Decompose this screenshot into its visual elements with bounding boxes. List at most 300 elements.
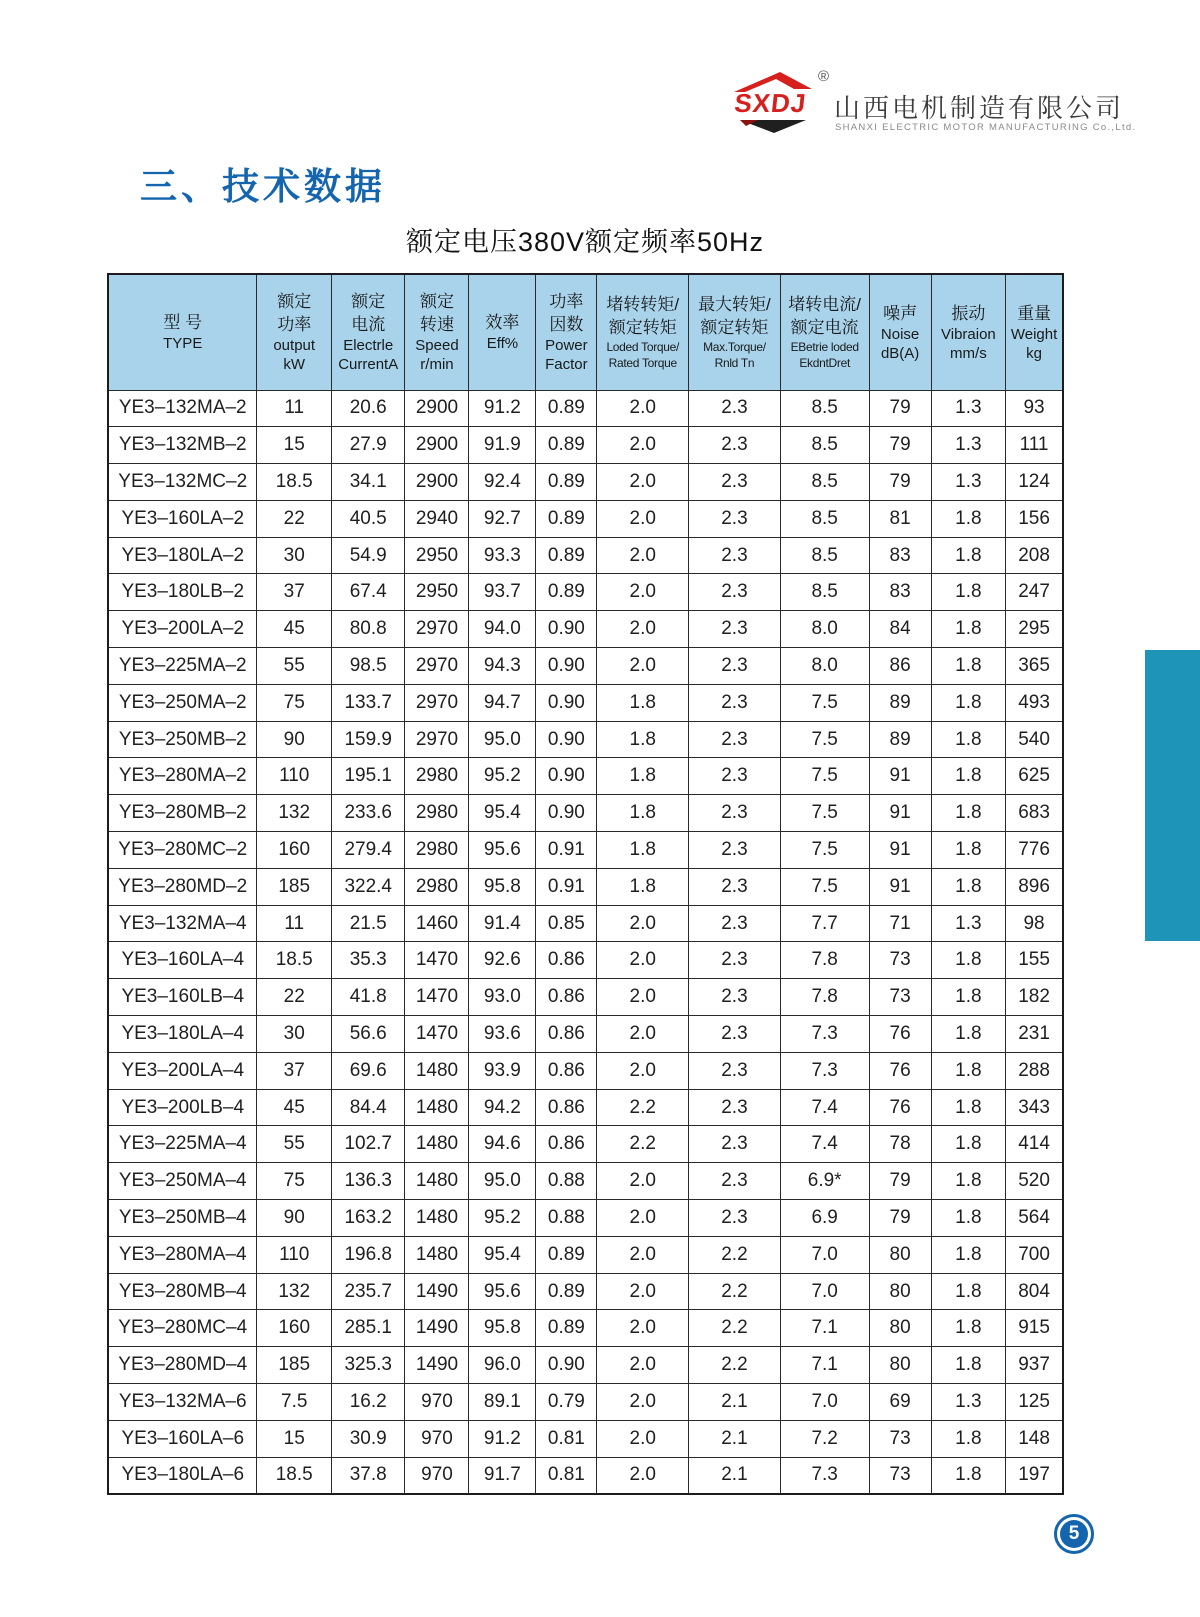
table-cell: 160 xyxy=(257,1310,331,1347)
table-cell: 2900 xyxy=(405,464,469,501)
model-cell: YE3–180LB–2 xyxy=(108,574,257,611)
table-row xyxy=(108,905,1063,942)
table-cell: 1.8 xyxy=(931,1052,1005,1089)
table-cell: 195.1 xyxy=(331,758,405,795)
table-cell: 80 xyxy=(869,1347,931,1384)
table-cell: 564 xyxy=(1006,1200,1063,1237)
table-cell: 91.2 xyxy=(469,1420,536,1457)
table-cell: 2.3 xyxy=(689,537,781,574)
table-cell: 54.9 xyxy=(331,537,405,574)
table-cell: 69.6 xyxy=(331,1052,405,1089)
table-row xyxy=(108,1273,1063,1310)
table-cell: 0.90 xyxy=(536,1347,597,1384)
table-cell: 80 xyxy=(869,1236,931,1273)
table-cell: 1.8 xyxy=(597,721,689,758)
table-cell: 91 xyxy=(869,795,931,832)
table-cell: 41.8 xyxy=(331,979,405,1016)
table-cell: 0.89 xyxy=(536,574,597,611)
table-cell: 56.6 xyxy=(331,1016,405,1053)
table-cell: 2.3 xyxy=(689,832,781,869)
table-cell: 279.4 xyxy=(331,832,405,869)
table-cell: 7.8 xyxy=(780,942,869,979)
table-cell: 2.3 xyxy=(689,1089,781,1126)
table-cell: 20.6 xyxy=(331,390,405,427)
table-cell: 7.5 xyxy=(780,758,869,795)
table-cell: 1.8 xyxy=(931,868,1005,905)
table-cell: 1.8 xyxy=(931,1126,1005,1163)
table-cell: 2.0 xyxy=(597,1347,689,1384)
column-header-1: 额定 功率 output kW xyxy=(257,274,331,390)
registered-trademark-icon: ® xyxy=(818,68,830,85)
table-cell: 0.89 xyxy=(536,500,597,537)
model-cell: YE3–280MC–2 xyxy=(108,832,257,869)
table-cell: 95.8 xyxy=(469,868,536,905)
table-cell: 76 xyxy=(869,1089,931,1126)
table-cell: 15 xyxy=(257,427,331,464)
table-cell: 11 xyxy=(257,905,331,942)
table-cell: 1.8 xyxy=(597,684,689,721)
brand-header xyxy=(730,66,1137,146)
table-cell: 1.8 xyxy=(931,611,1005,648)
table-cell: 2.0 xyxy=(597,1310,689,1347)
table-cell: 91.2 xyxy=(469,390,536,427)
model-cell: YE3–200LA–2 xyxy=(108,611,257,648)
table-cell: 111 xyxy=(1006,427,1063,464)
table-cell: 0.86 xyxy=(536,979,597,1016)
table-title: 额定电压380V额定频率50Hz xyxy=(405,227,765,257)
table-cell: 1.8 xyxy=(931,648,1005,685)
table-cell: 1.8 xyxy=(931,795,1005,832)
table-cell: 2.0 xyxy=(597,942,689,979)
spec-table xyxy=(107,273,1064,1495)
table-body xyxy=(108,390,1063,1494)
table-cell: 110 xyxy=(257,758,331,795)
model-cell: YE3–225MA–2 xyxy=(108,648,257,685)
table-cell: 89.1 xyxy=(469,1384,536,1421)
table-cell: 0.79 xyxy=(536,1384,597,1421)
table-cell: 95.0 xyxy=(469,1163,536,1200)
table-cell: 0.88 xyxy=(536,1200,597,1237)
table-cell: 1.3 xyxy=(931,427,1005,464)
table-cell: 40.5 xyxy=(331,500,405,537)
table-cell: 2.0 xyxy=(597,1420,689,1457)
table-cell: 0.86 xyxy=(536,1052,597,1089)
table-cell: 0.90 xyxy=(536,758,597,795)
table-cell: 2.3 xyxy=(689,427,781,464)
column-header-9: 噪声 Noise dB(A) xyxy=(869,274,931,390)
table-cell: 2.0 xyxy=(597,611,689,648)
table-cell: 80.8 xyxy=(331,611,405,648)
table-cell: 73 xyxy=(869,1420,931,1457)
model-cell: YE3–250MB–4 xyxy=(108,1200,257,1237)
table-cell: 0.81 xyxy=(536,1420,597,1457)
table-cell: 7.4 xyxy=(780,1126,869,1163)
table-cell: 90 xyxy=(257,721,331,758)
model-cell: YE3–132MA–2 xyxy=(108,390,257,427)
table-cell: 8.5 xyxy=(780,464,869,501)
table-cell: 92.6 xyxy=(469,942,536,979)
table-cell: 1.8 xyxy=(931,758,1005,795)
column-header-10: 振动 Vibraion mm/s xyxy=(931,274,1005,390)
table-cell: 98.5 xyxy=(331,648,405,685)
table-cell: 2970 xyxy=(405,721,469,758)
table-cell: 6.9* xyxy=(780,1163,869,1200)
table-cell: 18.5 xyxy=(257,1457,331,1494)
table-cell: 30 xyxy=(257,537,331,574)
table-cell: 2.0 xyxy=(597,979,689,1016)
table-cell: 2.0 xyxy=(597,648,689,685)
table-cell: 93.0 xyxy=(469,979,536,1016)
table-row xyxy=(108,979,1063,1016)
table-cell: 2980 xyxy=(405,868,469,905)
table-cell: 1.8 xyxy=(931,537,1005,574)
table-cell: 7.7 xyxy=(780,905,869,942)
table-cell: 2.3 xyxy=(689,721,781,758)
table-cell: 163.2 xyxy=(331,1200,405,1237)
table-cell: 2.3 xyxy=(689,1016,781,1053)
table-cell: 7.8 xyxy=(780,979,869,1016)
table-cell: 81 xyxy=(869,500,931,537)
table-cell: 2970 xyxy=(405,648,469,685)
table-row xyxy=(108,574,1063,611)
table-cell: 7.5 xyxy=(780,795,869,832)
spec-table-wrap xyxy=(107,273,1064,1495)
table-cell: 6.9 xyxy=(780,1200,869,1237)
table-cell: 185 xyxy=(257,1347,331,1384)
table-row xyxy=(108,500,1063,537)
table-cell: 285.1 xyxy=(331,1310,405,1347)
table-cell: 1.8 xyxy=(931,721,1005,758)
table-cell: 233.6 xyxy=(331,795,405,832)
table-cell: 0.86 xyxy=(536,942,597,979)
table-cell: 11 xyxy=(257,390,331,427)
table-cell: 37 xyxy=(257,574,331,611)
table-cell: 93.3 xyxy=(469,537,536,574)
table-cell: 96.0 xyxy=(469,1347,536,1384)
table-cell: 8.5 xyxy=(780,390,869,427)
table-cell: 7.3 xyxy=(780,1052,869,1089)
table-cell: 0.90 xyxy=(536,721,597,758)
section-title: 三、技术数据 xyxy=(140,166,386,207)
table-cell: 1.8 xyxy=(931,942,1005,979)
table-cell: 93.7 xyxy=(469,574,536,611)
table-cell: 8.0 xyxy=(780,611,869,648)
table-row xyxy=(108,464,1063,501)
model-cell: YE3–280MD–4 xyxy=(108,1347,257,1384)
table-cell: 95.2 xyxy=(469,758,536,795)
table-cell: 75 xyxy=(257,1163,331,1200)
model-cell: YE3–132MA–4 xyxy=(108,905,257,942)
table-cell: 325.3 xyxy=(331,1347,405,1384)
table-cell: 2940 xyxy=(405,500,469,537)
model-cell: YE3–160LB–4 xyxy=(108,979,257,1016)
table-cell: 1470 xyxy=(405,979,469,1016)
table-cell: 1490 xyxy=(405,1347,469,1384)
table-cell: 1.3 xyxy=(931,464,1005,501)
table-cell: 84 xyxy=(869,611,931,648)
table-cell: 71 xyxy=(869,905,931,942)
table-cell: 2.0 xyxy=(597,427,689,464)
model-cell: YE3–250MB–2 xyxy=(108,721,257,758)
table-cell: 683 xyxy=(1006,795,1063,832)
table-cell: 18.5 xyxy=(257,942,331,979)
table-cell: 0.89 xyxy=(536,427,597,464)
table-cell: 2.3 xyxy=(689,390,781,427)
table-row xyxy=(108,942,1063,979)
model-cell: YE3–180LA–4 xyxy=(108,1016,257,1053)
table-cell: 2.0 xyxy=(597,1016,689,1053)
table-cell: 185 xyxy=(257,868,331,905)
table-cell: 95.0 xyxy=(469,721,536,758)
model-cell: YE3–160LA–6 xyxy=(108,1420,257,1457)
table-cell: 1.8 xyxy=(931,1273,1005,1310)
table-cell: 132 xyxy=(257,1273,331,1310)
table-cell: 95.4 xyxy=(469,1236,536,1273)
table-cell: 95.6 xyxy=(469,832,536,869)
page-number: 5 xyxy=(1060,1520,1088,1548)
column-header-7: 最大转矩/ 额定转矩 Max.Torque/ Rnld Tn xyxy=(689,274,781,390)
table-cell: 1.8 xyxy=(931,1089,1005,1126)
table-cell: 94.0 xyxy=(469,611,536,648)
table-cell: 2.2 xyxy=(689,1273,781,1310)
table-row xyxy=(108,868,1063,905)
model-cell: YE3–200LA–4 xyxy=(108,1052,257,1089)
table-row xyxy=(108,1052,1063,1089)
table-cell: 69 xyxy=(869,1384,931,1421)
table-cell: 1.3 xyxy=(931,1384,1005,1421)
table-cell: 0.85 xyxy=(536,905,597,942)
table-cell: 7.5 xyxy=(780,868,869,905)
accent-bar xyxy=(1145,650,1200,941)
company-name-cn: 山西电机制造有限公司 xyxy=(834,93,1125,123)
table-cell: 2.2 xyxy=(597,1126,689,1163)
table-cell: 2900 xyxy=(405,427,469,464)
table-cell: 7.5 xyxy=(780,832,869,869)
table-cell: 896 xyxy=(1006,868,1063,905)
table-cell: 1490 xyxy=(405,1310,469,1347)
table-cell: 79 xyxy=(869,390,931,427)
table-cell: 1.8 xyxy=(931,1200,1005,1237)
table-row xyxy=(108,1384,1063,1421)
table-row xyxy=(108,1457,1063,1494)
table-cell: 156 xyxy=(1006,500,1063,537)
table-cell: 155 xyxy=(1006,942,1063,979)
table-cell: 625 xyxy=(1006,758,1063,795)
table-cell: 493 xyxy=(1006,684,1063,721)
table-cell: 37 xyxy=(257,1052,331,1089)
table-cell: 1.8 xyxy=(931,1016,1005,1053)
table-cell: 80 xyxy=(869,1273,931,1310)
table-cell: 0.89 xyxy=(536,537,597,574)
table-cell: 92.4 xyxy=(469,464,536,501)
table-row xyxy=(108,795,1063,832)
table-cell: 1470 xyxy=(405,942,469,979)
model-cell: YE3–250MA–2 xyxy=(108,684,257,721)
model-cell: YE3–280MC–4 xyxy=(108,1310,257,1347)
table-cell: 34.1 xyxy=(331,464,405,501)
table-cell: 159.9 xyxy=(331,721,405,758)
table-cell: 197 xyxy=(1006,1457,1063,1494)
table-cell: 37.8 xyxy=(331,1457,405,1494)
table-cell: 2.0 xyxy=(597,1273,689,1310)
model-cell: YE3–280MB–4 xyxy=(108,1273,257,1310)
model-cell: YE3–160LA–2 xyxy=(108,500,257,537)
table-cell: 2.3 xyxy=(689,611,781,648)
table-cell: 79 xyxy=(869,464,931,501)
table-cell: 91 xyxy=(869,758,931,795)
table-cell: 2.2 xyxy=(689,1347,781,1384)
table-cell: 95.6 xyxy=(469,1273,536,1310)
table-cell: 2.0 xyxy=(597,500,689,537)
table-cell: 45 xyxy=(257,611,331,648)
table-cell: 94.2 xyxy=(469,1089,536,1126)
table-cell: 1.8 xyxy=(597,795,689,832)
table-cell: 1480 xyxy=(405,1163,469,1200)
table-row xyxy=(108,427,1063,464)
table-cell: 8.5 xyxy=(780,574,869,611)
table-cell: 0.89 xyxy=(536,1273,597,1310)
header-row xyxy=(108,274,1063,390)
table-row xyxy=(108,1200,1063,1237)
table-cell: 182 xyxy=(1006,979,1063,1016)
table-cell: 160 xyxy=(257,832,331,869)
table-cell: 2970 xyxy=(405,684,469,721)
table-cell: 102.7 xyxy=(331,1126,405,1163)
table-cell: 67.4 xyxy=(331,574,405,611)
model-cell: YE3–132MB–2 xyxy=(108,427,257,464)
table-row xyxy=(108,758,1063,795)
table-cell: 7.5 xyxy=(780,684,869,721)
table-cell: 2.3 xyxy=(689,758,781,795)
table-cell: 2.3 xyxy=(689,464,781,501)
table-cell: 16.2 xyxy=(331,1384,405,1421)
table-cell: 520 xyxy=(1006,1163,1063,1200)
table-cell: 2.0 xyxy=(597,905,689,942)
table-cell: 700 xyxy=(1006,1236,1063,1273)
table-cell: 95.4 xyxy=(469,795,536,832)
svg-text:SXDJ: SXDJ xyxy=(732,88,809,118)
table-cell: 0.86 xyxy=(536,1089,597,1126)
table-cell: 231 xyxy=(1006,1016,1063,1053)
table-cell: 1.8 xyxy=(931,832,1005,869)
table-row xyxy=(108,1310,1063,1347)
table-cell: 73 xyxy=(869,942,931,979)
table-cell: 2.0 xyxy=(597,1052,689,1089)
table-cell: 1.8 xyxy=(931,684,1005,721)
table-row xyxy=(108,1347,1063,1384)
table-cell: 0.90 xyxy=(536,611,597,648)
table-cell: 540 xyxy=(1006,721,1063,758)
table-cell: 0.89 xyxy=(536,1310,597,1347)
table-cell: 86 xyxy=(869,648,931,685)
table-cell: 2900 xyxy=(405,390,469,427)
table-cell: 0.89 xyxy=(536,390,597,427)
table-cell: 76 xyxy=(869,1016,931,1053)
column-header-3: 额定 转速 Speed r/min xyxy=(405,274,469,390)
table-cell: 148 xyxy=(1006,1420,1063,1457)
table-cell: 91 xyxy=(869,868,931,905)
table-cell: 1480 xyxy=(405,1200,469,1237)
table-cell: 343 xyxy=(1006,1089,1063,1126)
table-cell: 7.0 xyxy=(780,1273,869,1310)
table-cell: 15 xyxy=(257,1420,331,1457)
table-cell: 93.6 xyxy=(469,1016,536,1053)
table-cell: 95.8 xyxy=(469,1310,536,1347)
table-cell: 2950 xyxy=(405,574,469,611)
table-cell: 0.90 xyxy=(536,684,597,721)
table-cell: 208 xyxy=(1006,537,1063,574)
table-cell: 2.0 xyxy=(597,1163,689,1200)
table-cell: 0.89 xyxy=(536,464,597,501)
table-cell: 78 xyxy=(869,1126,931,1163)
table-cell: 7.1 xyxy=(780,1347,869,1384)
table-cell: 35.3 xyxy=(331,942,405,979)
table-cell: 7.5 xyxy=(780,721,869,758)
table-cell: 7.4 xyxy=(780,1089,869,1126)
table-cell: 136.3 xyxy=(331,1163,405,1200)
table-cell: 970 xyxy=(405,1420,469,1457)
model-cell: YE3–280MA–4 xyxy=(108,1236,257,1273)
table-cell: 0.81 xyxy=(536,1457,597,1494)
table-cell: 1.8 xyxy=(931,574,1005,611)
table-cell: 91.9 xyxy=(469,427,536,464)
table-cell: 1490 xyxy=(405,1273,469,1310)
table-cell: 94.3 xyxy=(469,648,536,685)
model-cell: YE3–132MC–2 xyxy=(108,464,257,501)
sxdj-logo-icon xyxy=(732,70,816,134)
table-row xyxy=(108,611,1063,648)
table-cell: 91.7 xyxy=(469,1457,536,1494)
table-cell: 1.8 xyxy=(597,832,689,869)
column-header-2: 额定 电流 Electrle CurrentA xyxy=(331,274,405,390)
table-cell: 2.2 xyxy=(689,1236,781,1273)
table-cell: 7.0 xyxy=(780,1384,869,1421)
table-cell: 7.3 xyxy=(780,1457,869,1494)
table-cell: 22 xyxy=(257,979,331,1016)
column-header-8: 堵转电流/ 额定电流 EBetrie loded EkdntDret xyxy=(780,274,869,390)
model-cell: YE3–280MA–2 xyxy=(108,758,257,795)
table-cell: 414 xyxy=(1006,1126,1063,1163)
table-cell: 1.8 xyxy=(931,1236,1005,1273)
table-row xyxy=(108,390,1063,427)
table-cell: 1.8 xyxy=(597,758,689,795)
table-cell: 1.8 xyxy=(931,1347,1005,1384)
table-cell: 1470 xyxy=(405,1016,469,1053)
table-cell: 2.3 xyxy=(689,905,781,942)
table-cell: 83 xyxy=(869,574,931,611)
table-cell: 8.5 xyxy=(780,427,869,464)
table-cell: 0.89 xyxy=(536,1236,597,1273)
table-cell: 30.9 xyxy=(331,1420,405,1457)
table-cell: 7.2 xyxy=(780,1420,869,1457)
model-cell: YE3–160LA–4 xyxy=(108,942,257,979)
table-cell: 915 xyxy=(1006,1310,1063,1347)
table-cell: 133.7 xyxy=(331,684,405,721)
table-cell: 84.4 xyxy=(331,1089,405,1126)
table-row xyxy=(108,684,1063,721)
table-cell: 2980 xyxy=(405,832,469,869)
table-cell: 2.3 xyxy=(689,979,781,1016)
table-cell: 2.3 xyxy=(689,684,781,721)
table-cell: 2.3 xyxy=(689,795,781,832)
table-cell: 73 xyxy=(869,979,931,1016)
model-cell: YE3–250MA–4 xyxy=(108,1163,257,1200)
table-cell: 75 xyxy=(257,684,331,721)
column-header-4: 效率 Eff% xyxy=(469,274,536,390)
table-cell: 79 xyxy=(869,427,931,464)
table-row xyxy=(108,832,1063,869)
table-cell: 1.8 xyxy=(931,500,1005,537)
